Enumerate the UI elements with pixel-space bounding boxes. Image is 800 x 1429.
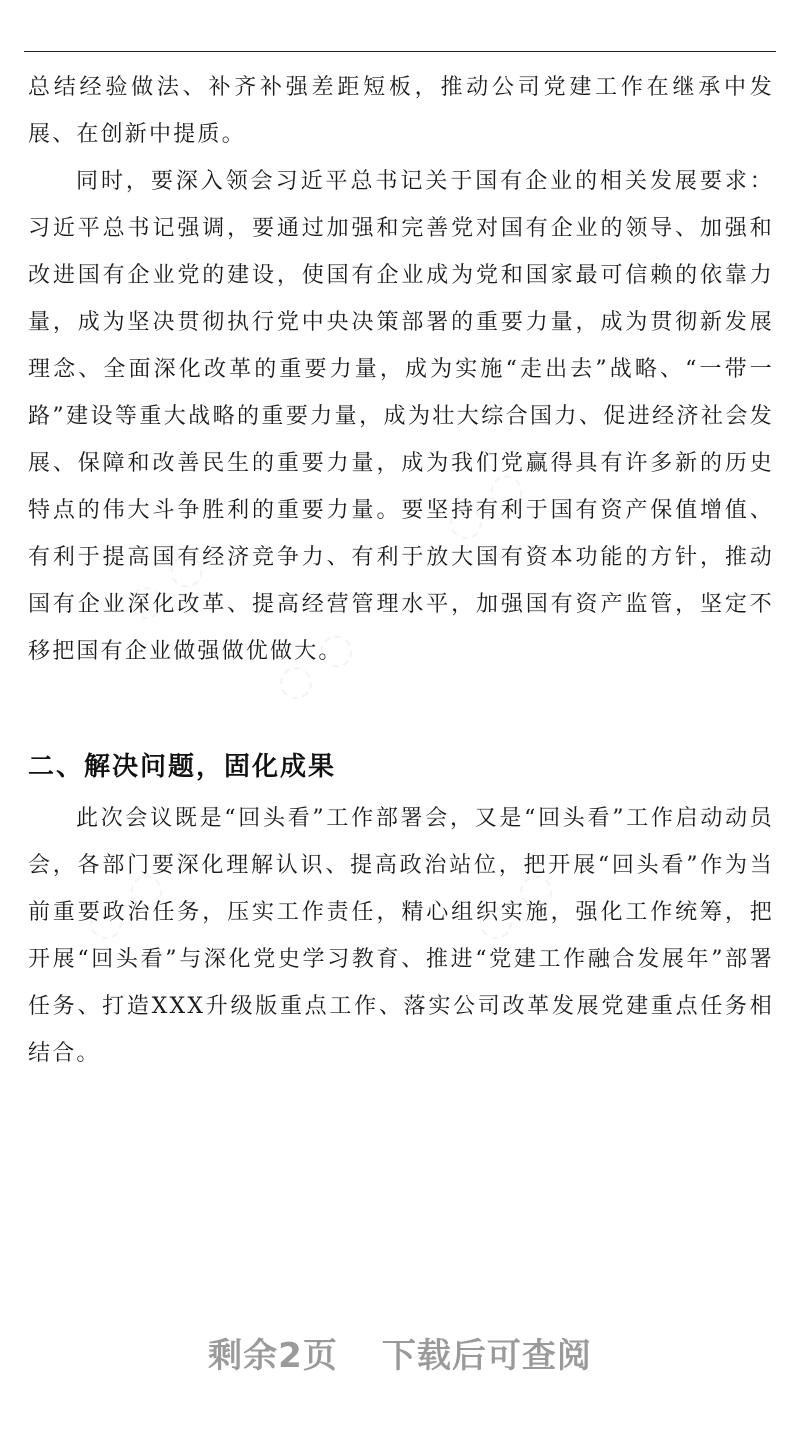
header-rule (24, 51, 776, 52)
paragraph-continuation: 总结经验做法、补齐补强差距短板，推动公司党建工作在继承中发展、在创新中提质。 (28, 75, 774, 147)
section-heading: 二、解决问题，固化成果 (28, 752, 337, 782)
remaining-pages-label: 剩余2页 (208, 1336, 338, 1376)
paragraph-requirements: 同时，要深入领会习近平总书记关于国有企业的相关发展要求：习近平总书记强调，要通过加强和完善党对国有企业的领导、加强和改进国有企业党的建设，使国有企业成为党和国家最可信赖的依靠力量，成为坚决贯彻执行党中央决策部署的重要力量，成为贯彻新发展理念、全面深化改革的重要力量，成为实施“走出去”战略、“一带一路”建设等重大战略的重要力量，成为壮大综合国力、促进经济社会发展、保障和改善民生的重要力量，成为我们党赢得具有许多新的历史特点的伟大斗争胜利的重要力量。要坚持有利于国有资产保值增值、有利于提高国有经济竞争力、有利于放大国有资本功能的方针，推动国有企业深化改革、提高经营管理水平，加强国有资产监管，坚定不移把国有企业做强做优做大。 (28, 169, 774, 664)
paragraph-meeting: 此次会议既是“回头看”工作部署会，又是“回头看”工作启动动员会，各部门要深化理解认识、提高政治站位，把开展“回头看”作为当前重要政治任务，压实工作责任，精心组织实施，强化工作统筹，把开展“回头看”与深化党史学习教育、推进“党建工作融合发展年”部署任务、打造XXX升级版重点工作、落实公司改革发展党建重点任务相结合。 (28, 806, 774, 1066)
download-to-view-label: 下载后可查阅 (381, 1336, 592, 1376)
document-body (28, 64, 774, 1077)
download-prompt-banner[interactable] (0, 1328, 800, 1377)
